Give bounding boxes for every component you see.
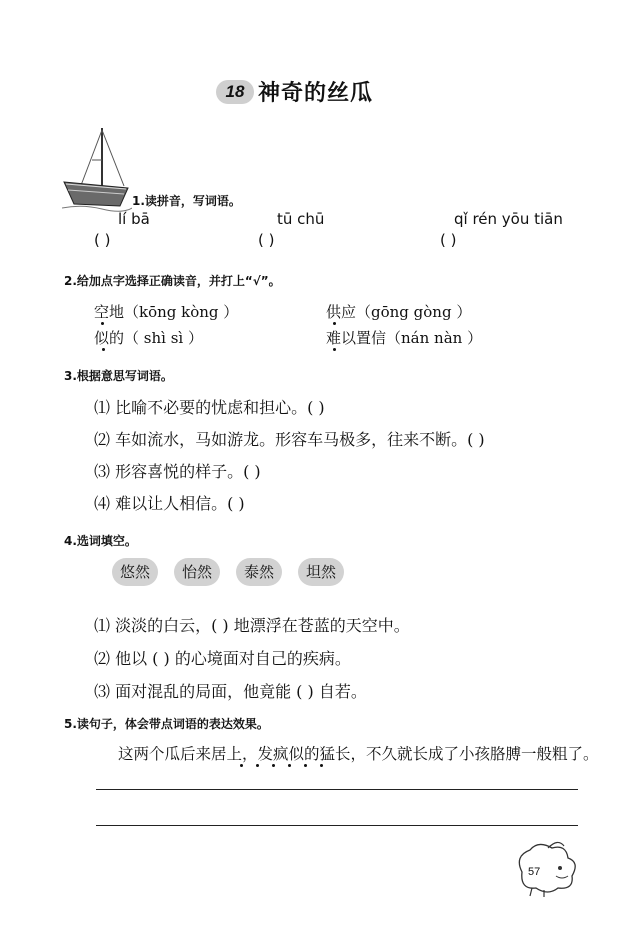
q1-pinyin-2: tū chū: [277, 210, 325, 228]
q1-heading: 1.读拼音，写词语。: [132, 194, 241, 208]
emphasis-dot: [272, 764, 275, 767]
q5-heading: 5.读句子，体会带点词语的表达效果。: [64, 717, 269, 731]
emphasis-dot: [333, 348, 336, 351]
word-choice-4: 坦然: [298, 558, 344, 586]
q1-pinyin-3: qǐ rén yōu tiān: [454, 210, 563, 228]
q1-pinyin-1: lí bā: [118, 210, 150, 228]
answer-line-1[interactable]: [96, 789, 578, 790]
q1-answer-blank-1[interactable]: ( ): [94, 231, 111, 249]
q3-item-4: ⑷ 难以让人相信。( ): [94, 494, 245, 513]
emphasis-dot: [101, 322, 104, 325]
q4-item-1: ⑴ 淡淡的白云，( ) 地漂浮在苍蓝的天空中。: [94, 616, 410, 635]
q2-item-3: 似的（ shì sì ）: [94, 329, 203, 347]
q1-answer-blank-2[interactable]: ( ): [258, 231, 275, 249]
emphasis-dot: [256, 764, 259, 767]
page-title: 神奇的丝瓜: [258, 81, 374, 106]
page-number: 57: [528, 866, 541, 878]
sailboat-illustration: [62, 126, 132, 212]
q3-item-3: ⑶ 形容喜悦的样子。( ): [94, 462, 261, 481]
word-choice-2: 怡然: [174, 558, 220, 586]
answer-line-2[interactable]: [96, 825, 578, 826]
word-choice-3: 泰然: [236, 558, 282, 586]
q1-answer-blank-3[interactable]: ( ): [440, 231, 457, 249]
q2-item-1: 空地（kōng kòng ）: [94, 303, 239, 321]
q5-sentence: 这两个瓜后来居上，发疯似的猛长，不久就长成了小孩胳膊一般粗了。: [118, 745, 599, 763]
emphasis-dot: [288, 764, 291, 767]
emphasis-dot: [240, 764, 243, 767]
q3-item-1: ⑴ 比喻不必要的忧虑和担心。( ): [94, 398, 325, 417]
q2-item-4: 难以置信（nán nàn ）: [326, 329, 483, 347]
emphasis-dot: [320, 764, 323, 767]
q4-item-2: ⑵ 他以 ( ) 的心境面对自己的疾病。: [94, 649, 351, 668]
lesson-number-badge: 18: [216, 80, 254, 104]
emphasis-dot: [333, 322, 336, 325]
word-choice-1: 悠然: [112, 558, 158, 586]
q3-heading: 3.根据意思写词语。: [64, 369, 173, 383]
q2-item-2: 供应（gōng gòng ）: [326, 303, 472, 321]
emphasis-dot: [102, 348, 105, 351]
emphasis-dot: [304, 764, 307, 767]
q4-heading: 4.选词填空。: [64, 534, 137, 548]
q3-item-2: ⑵ 车如流水，马如游龙。形容车马极多，往来不断。( ): [94, 430, 485, 449]
q4-item-3: ⑶ 面对混乱的局面，他竟能 ( ) 自若。: [94, 682, 367, 701]
q2-heading: 2.给加点字选择正确读音，并打上“√”。: [64, 274, 281, 288]
cartoon-lamb-icon: [508, 838, 586, 898]
